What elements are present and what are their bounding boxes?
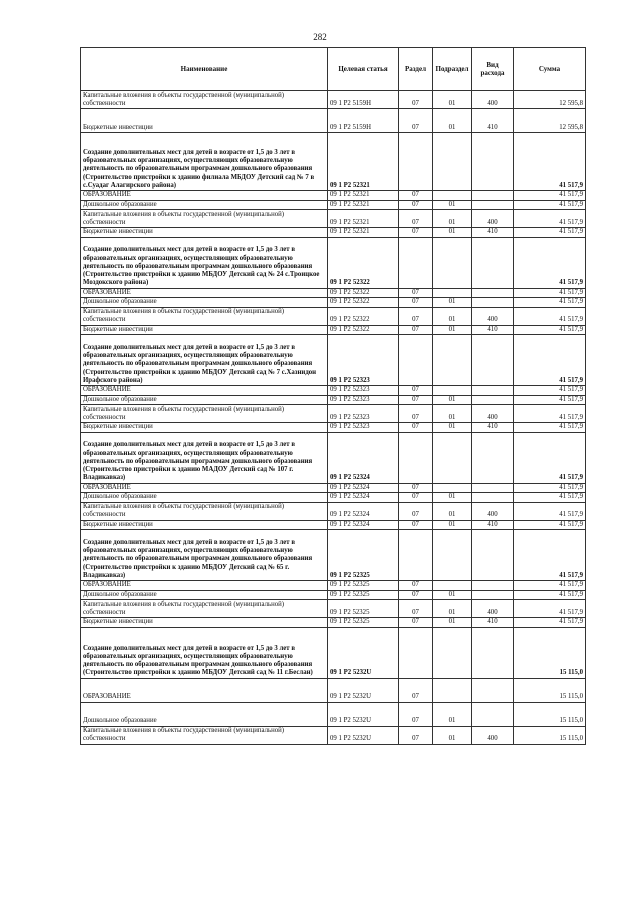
row-subsection: 01: [433, 325, 472, 335]
row-expense-type: 410: [472, 325, 514, 335]
row-code: 09 1 P2 5232U: [328, 726, 399, 744]
table-row: [81, 520, 586, 530]
row-code: 09 1 P2 5232U: [328, 678, 399, 702]
row-subsection: 01: [433, 590, 472, 600]
row-expense-type: 400: [472, 726, 514, 744]
header-sum: Сумма: [514, 48, 586, 91]
row-section: [399, 432, 433, 483]
row-code: 09 1 P2 52325: [328, 618, 399, 628]
row-code: 09 1 P2 52322: [328, 325, 399, 335]
row-sum: 41 517,9: [514, 502, 586, 520]
row-code: 09 1 P2 5232U: [328, 627, 399, 678]
table-row: [81, 133, 586, 191]
row-code: 09 1 P2 52325: [328, 600, 399, 618]
row-subsection: 01: [433, 502, 472, 520]
row-expense-type: [472, 395, 514, 405]
table-row: [81, 590, 586, 600]
row-code: 09 1 P2 52322: [328, 237, 399, 288]
row-name: Бюджетные инвестиции: [81, 109, 328, 133]
row-name: ОБРАЗОВАНИЕ: [81, 191, 328, 201]
row-subsection: 01: [433, 600, 472, 618]
row-section: 07: [399, 228, 433, 238]
row-name: Создание дополнительных мест для детей в возрасте от 1,5 до 3 лет в образовательных организациях, осуществляющих образовательную деятельность по образовательным программам дошкольного образования (Строительство пристройки к зданию МБДОУ Детский сад № 65 г. Владикавказ): [81, 530, 328, 581]
row-sum: 41 517,9: [514, 325, 586, 335]
row-section: 07: [399, 91, 433, 109]
row-subsection: 01: [433, 395, 472, 405]
row-name: Дошкольное образование: [81, 200, 328, 210]
row-section: 07: [399, 493, 433, 503]
row-sum: 41 517,9: [514, 581, 586, 591]
row-code: 09 1 P2 52324: [328, 483, 399, 493]
row-expense-type: [472, 627, 514, 678]
row-subsection: [433, 678, 472, 702]
row-subsection: 01: [433, 91, 472, 109]
row-sum: 41 517,9: [514, 520, 586, 530]
row-code: 09 1 P2 52322: [328, 288, 399, 298]
table-row: [81, 600, 586, 618]
row-expense-type: [472, 191, 514, 201]
table-row: [81, 91, 586, 109]
table-row: [81, 335, 586, 386]
row-sum: 41 517,9: [514, 288, 586, 298]
table-row: [81, 627, 586, 678]
row-sum: 41 517,9: [514, 432, 586, 483]
row-code: 09 1 P2 52323: [328, 395, 399, 405]
row-sum: 41 517,9: [514, 395, 586, 405]
row-expense-type: 400: [472, 91, 514, 109]
row-section: 07: [399, 590, 433, 600]
table-row: [81, 502, 586, 520]
row-name: Дошкольное образование: [81, 395, 328, 405]
row-name: Создание дополнительных мест для детей в возрасте от 1,5 до 3 лет в образовательных организациях, осуществляющих образовательную деятельность по образовательным программам дошкольного образования (Строительство пристройки к зданию МБДОУ Детский сад № 11 г.Беслан): [81, 627, 328, 678]
row-name: Создание дополнительных мест для детей в возрасте от 1,5 до 3 лет в образовательных организациях, осуществляющих образовательную деятельность по образовательным программам дошкольного образования (Строительство пристройки к зданию МБДОУ Детский сад № 24 с.Троицкое Моздокского района): [81, 237, 328, 288]
row-subsection: [433, 288, 472, 298]
row-subsection: 01: [433, 493, 472, 503]
row-code: 09 1 P2 52321: [328, 200, 399, 210]
row-name: ОБРАЗОВАНИЕ: [81, 581, 328, 591]
row-sum: 41 517,9: [514, 483, 586, 493]
table-row: [81, 307, 586, 325]
table-row: [81, 678, 586, 702]
row-subsection: 01: [433, 228, 472, 238]
header-name: Наименование: [81, 48, 328, 91]
table-row: [81, 395, 586, 405]
row-code: 09 1 P2 52321: [328, 228, 399, 238]
table-row: [81, 298, 586, 308]
row-name: Бюджетные инвестиции: [81, 618, 328, 628]
row-sum: 41 517,9: [514, 386, 586, 396]
row-name: Капитальные вложения в объекты государственной (муниципальной) собственности: [81, 307, 328, 325]
row-expense-type: 410: [472, 618, 514, 628]
row-section: 07: [399, 191, 433, 201]
table-row: [81, 191, 586, 201]
row-expense-type: [472, 493, 514, 503]
row-sum: 41 517,9: [514, 423, 586, 433]
table-row: [81, 237, 586, 288]
row-expense-type: [472, 335, 514, 386]
row-code: 09 1 P2 52324: [328, 432, 399, 483]
row-sum: 41 517,9: [514, 228, 586, 238]
row-code: 09 1 P2 52321: [328, 191, 399, 201]
row-subsection: [433, 386, 472, 396]
row-sum: 41 517,9: [514, 335, 586, 386]
row-sum: 41 517,9: [514, 298, 586, 308]
row-code: 09 1 P2 52323: [328, 405, 399, 423]
row-sum: 15 115,0: [514, 702, 586, 726]
row-expense-type: 410: [472, 109, 514, 133]
row-name: ОБРАЗОВАНИЕ: [81, 483, 328, 493]
row-code: 09 1 P2 52321: [328, 210, 399, 228]
row-subsection: 01: [433, 520, 472, 530]
row-sum: 15 115,0: [514, 627, 586, 678]
row-name: Капитальные вложения в объекты государственной (муниципальной) собственности: [81, 726, 328, 744]
row-sum: 41 517,9: [514, 191, 586, 201]
row-name: Дошкольное образование: [81, 702, 328, 726]
row-sum: 41 517,9: [514, 237, 586, 288]
row-expense-type: 410: [472, 228, 514, 238]
table-row: [81, 618, 586, 628]
row-code: 09 1 P2 52323: [328, 423, 399, 433]
row-sum: 41 517,9: [514, 493, 586, 503]
row-sum: 12 595,8: [514, 109, 586, 133]
row-subsection: [433, 627, 472, 678]
table-row: [81, 483, 586, 493]
table-row: [81, 288, 586, 298]
row-expense-type: [472, 581, 514, 591]
table-row: [81, 228, 586, 238]
row-expense-type: [472, 590, 514, 600]
row-code: 09 1 P2 52321: [328, 133, 399, 191]
row-subsection: 01: [433, 702, 472, 726]
table-row: [81, 493, 586, 503]
row-subsection: 01: [433, 618, 472, 628]
table-row: [81, 530, 586, 581]
row-sum: 15 115,0: [514, 678, 586, 702]
row-name: Дошкольное образование: [81, 493, 328, 503]
row-sum: 41 517,9: [514, 530, 586, 581]
row-subsection: 01: [433, 200, 472, 210]
row-expense-type: [472, 483, 514, 493]
row-expense-type: 400: [472, 405, 514, 423]
table-row: [81, 405, 586, 423]
row-section: 07: [399, 405, 433, 423]
row-sum: 41 517,9: [514, 618, 586, 628]
row-sum: 41 517,9: [514, 210, 586, 228]
row-subsection: [433, 432, 472, 483]
table-row: [81, 432, 586, 483]
header-code: Целевая статья: [328, 48, 399, 91]
row-section: 07: [399, 288, 433, 298]
row-subsection: 01: [433, 405, 472, 423]
budget-table: [80, 47, 586, 745]
row-name: Капитальные вложения в объекты государственной (муниципальной) собственности: [81, 210, 328, 228]
row-code: 09 1 P2 5159H: [328, 109, 399, 133]
row-sum: 41 517,9: [514, 590, 586, 600]
row-expense-type: [472, 702, 514, 726]
row-name: Капитальные вложения в объекты государственной (муниципальной) собственности: [81, 600, 328, 618]
table-header-row: [81, 48, 586, 91]
table-row: [81, 109, 586, 133]
table-row: [81, 200, 586, 210]
table-row: [81, 726, 586, 744]
row-subsection: 01: [433, 307, 472, 325]
row-section: [399, 133, 433, 191]
row-section: [399, 627, 433, 678]
row-expense-type: [472, 298, 514, 308]
row-section: 07: [399, 483, 433, 493]
row-name: Капитальные вложения в объекты государственной (муниципальной) собственности: [81, 91, 328, 109]
row-name: Бюджетные инвестиции: [81, 228, 328, 238]
page-number: 282: [313, 32, 327, 42]
row-code: 09 1 P2 52323: [328, 386, 399, 396]
row-section: 07: [399, 395, 433, 405]
row-expense-type: [472, 200, 514, 210]
row-code: 09 1 P2 52325: [328, 581, 399, 591]
row-code: 09 1 P2 52324: [328, 520, 399, 530]
row-sum: 15 115,0: [514, 726, 586, 744]
row-name: Бюджетные инвестиции: [81, 520, 328, 530]
row-name: Капитальные вложения в объекты государственной (муниципальной) собственности: [81, 405, 328, 423]
row-sum: 41 517,9: [514, 600, 586, 618]
row-code: 09 1 P2 52322: [328, 307, 399, 325]
row-name: Дошкольное образование: [81, 590, 328, 600]
row-subsection: 01: [433, 726, 472, 744]
row-name: ОБРАЗОВАНИЕ: [81, 386, 328, 396]
row-subsection: [433, 237, 472, 288]
row-expense-type: 400: [472, 600, 514, 618]
row-sum: 41 517,9: [514, 200, 586, 210]
row-name: Бюджетные инвестиции: [81, 423, 328, 433]
row-name: Создание дополнительных мест для детей в возрасте от 1,5 до 3 лет в образовательных организациях, осуществляющих образовательную деятельность по образовательным программам дошкольного образования (Строительство пристройки к зданию МБДОУ Детский сад № 7 с.Хазнидон Ирафского района): [81, 335, 328, 386]
row-section: 07: [399, 109, 433, 133]
row-expense-type: 410: [472, 520, 514, 530]
row-name: ОБРАЗОВАНИЕ: [81, 678, 328, 702]
row-name: Бюджетные инвестиции: [81, 325, 328, 335]
row-subsection: [433, 483, 472, 493]
row-section: 07: [399, 581, 433, 591]
row-subsection: [433, 335, 472, 386]
row-section: 07: [399, 386, 433, 396]
table-row: [81, 386, 586, 396]
row-code: 09 1 P2 5159H: [328, 91, 399, 109]
row-name: Создание дополнительных мест для детей в возрасте от 1,5 до 3 лет в образовательных организациях, осуществляющих образовательную деятельность по образовательным программам дошкольного образования (Строительство пристройки к зданию филиала МБДОУ Детский сад № 7 в с.Суадаг Алагирского района): [81, 133, 328, 191]
row-code: 09 1 P2 52325: [328, 590, 399, 600]
row-code: 09 1 P2 5232U: [328, 702, 399, 726]
row-expense-type: [472, 678, 514, 702]
row-subsection: [433, 133, 472, 191]
row-expense-type: [472, 237, 514, 288]
row-section: [399, 237, 433, 288]
row-section: 07: [399, 520, 433, 530]
table-row: [81, 210, 586, 228]
header-subsection: Подраздел: [433, 48, 472, 91]
row-section: 07: [399, 600, 433, 618]
row-section: 07: [399, 502, 433, 520]
row-code: 09 1 P2 52324: [328, 493, 399, 503]
header-expense-type: Вид расхода: [472, 48, 514, 91]
row-sum: 41 517,9: [514, 133, 586, 191]
row-section: 07: [399, 200, 433, 210]
row-name: ОБРАЗОВАНИЕ: [81, 288, 328, 298]
row-section: 07: [399, 298, 433, 308]
row-section: 07: [399, 702, 433, 726]
row-subsection: [433, 581, 472, 591]
row-subsection: 01: [433, 210, 472, 228]
row-sum: 41 517,9: [514, 405, 586, 423]
row-section: 07: [399, 726, 433, 744]
row-expense-type: [472, 386, 514, 396]
row-expense-type: 400: [472, 307, 514, 325]
row-expense-type: 400: [472, 502, 514, 520]
row-section: 07: [399, 325, 433, 335]
table-row: [81, 423, 586, 433]
row-subsection: 01: [433, 109, 472, 133]
row-name: Капитальные вложения в объекты государственной (муниципальной) собственности: [81, 502, 328, 520]
table-row: [81, 702, 586, 726]
row-name: Дошкольное образование: [81, 298, 328, 308]
row-expense-type: [472, 432, 514, 483]
row-section: 07: [399, 210, 433, 228]
row-subsection: [433, 191, 472, 201]
row-name: Создание дополнительных мест для детей в возрасте от 1,5 до 3 лет в образовательных организациях, осуществляющих образовательную деятельность по образовательным программам дошкольного образования (Строительство пристройки к зданию МАДОУ Детский сад № 107 г. Владикавказ): [81, 432, 328, 483]
row-subsection: 01: [433, 298, 472, 308]
row-sum: 12 595,8: [514, 91, 586, 109]
row-section: [399, 530, 433, 581]
row-expense-type: [472, 530, 514, 581]
row-section: 07: [399, 307, 433, 325]
row-code: 09 1 P2 52323: [328, 335, 399, 386]
row-expense-type: 400: [472, 210, 514, 228]
row-subsection: 01: [433, 423, 472, 433]
row-expense-type: [472, 288, 514, 298]
row-subsection: [433, 530, 472, 581]
table-row: [81, 581, 586, 591]
table-body: [81, 91, 586, 745]
row-expense-type: [472, 133, 514, 191]
row-code: 09 1 P2 52325: [328, 530, 399, 581]
row-section: 07: [399, 678, 433, 702]
row-sum: 41 517,9: [514, 307, 586, 325]
row-code: 09 1 P2 52324: [328, 502, 399, 520]
row-section: 07: [399, 618, 433, 628]
row-section: [399, 335, 433, 386]
row-section: 07: [399, 423, 433, 433]
row-expense-type: 410: [472, 423, 514, 433]
row-code: 09 1 P2 52322: [328, 298, 399, 308]
table-row: [81, 325, 586, 335]
header-section: Раздел: [399, 48, 433, 91]
